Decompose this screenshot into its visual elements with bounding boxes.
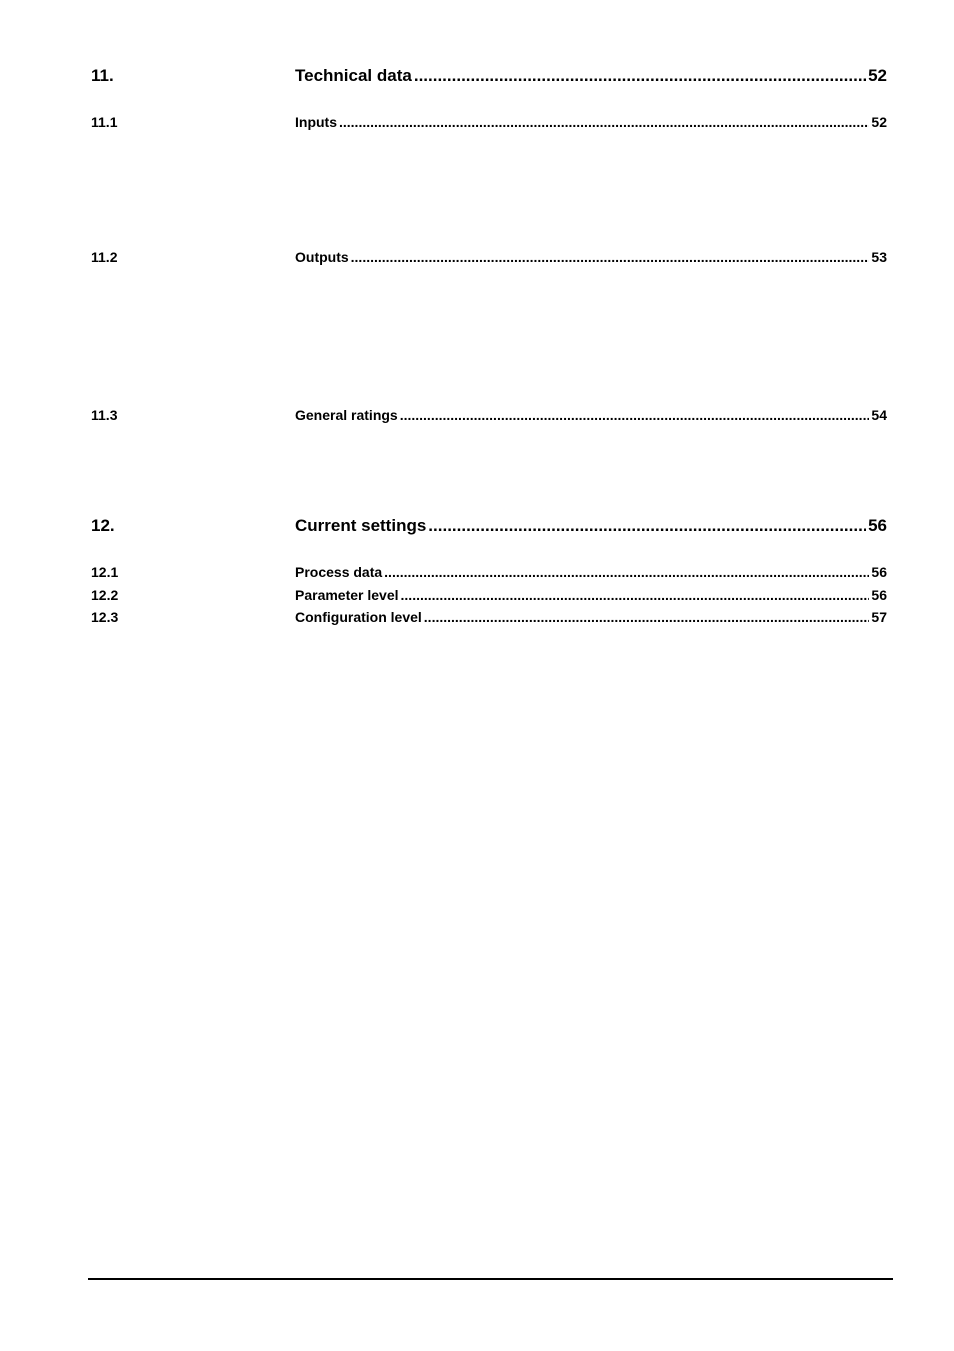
toc-entry-12-2[interactable] (91, 587, 887, 603)
toc-dot-leader (414, 66, 866, 86)
footer-divider (88, 1278, 893, 1280)
toc-title: Inputs (295, 114, 337, 130)
toc-dot-leader (401, 587, 870, 603)
toc-entry-11[interactable] (91, 66, 887, 86)
toc-page-number: 56 (871, 587, 887, 603)
toc-dot-leader (339, 114, 869, 130)
toc-page-number: 53 (871, 249, 887, 265)
toc-page-number: 52 (868, 66, 887, 85)
toc-number: 11. (91, 66, 114, 85)
toc-title: General ratings (295, 407, 398, 423)
toc-number: 11.1 (91, 114, 118, 130)
toc-entry-12-1[interactable] (91, 564, 887, 580)
toc-page-number: 54 (871, 407, 887, 423)
toc-number: 12.3 (91, 609, 119, 625)
toc-number: 11.3 (91, 407, 118, 423)
toc-dot-leader (351, 249, 870, 265)
toc-title: Technical data (295, 66, 412, 85)
toc-title: Parameter level (295, 587, 399, 603)
toc-page-number: 52 (871, 114, 887, 130)
toc-title: Outputs (295, 249, 349, 265)
toc-entry-12[interactable] (91, 516, 887, 536)
toc-dot-leader (428, 516, 866, 536)
toc-title: Process data (295, 564, 383, 580)
toc-number: 11.2 (91, 249, 118, 265)
toc-title: Current settings (295, 516, 427, 535)
toc-page-number: 56 (868, 516, 887, 535)
toc-page-number: 57 (871, 609, 887, 625)
toc-entry-11-3[interactable] (91, 407, 887, 423)
toc-number: 12. (91, 516, 115, 535)
toc-dot-leader (424, 609, 870, 625)
toc-page-number: 56 (871, 564, 887, 580)
toc-title: Configuration level (295, 609, 422, 625)
toc-dot-leader (400, 407, 870, 423)
toc-number: 12.1 (91, 564, 119, 580)
toc-number: 12.2 (91, 587, 119, 603)
toc-entry-11-1[interactable] (91, 114, 887, 130)
toc-entry-11-2[interactable] (91, 249, 887, 265)
toc-dot-leader (384, 564, 869, 580)
toc-entry-12-3[interactable] (91, 609, 887, 625)
